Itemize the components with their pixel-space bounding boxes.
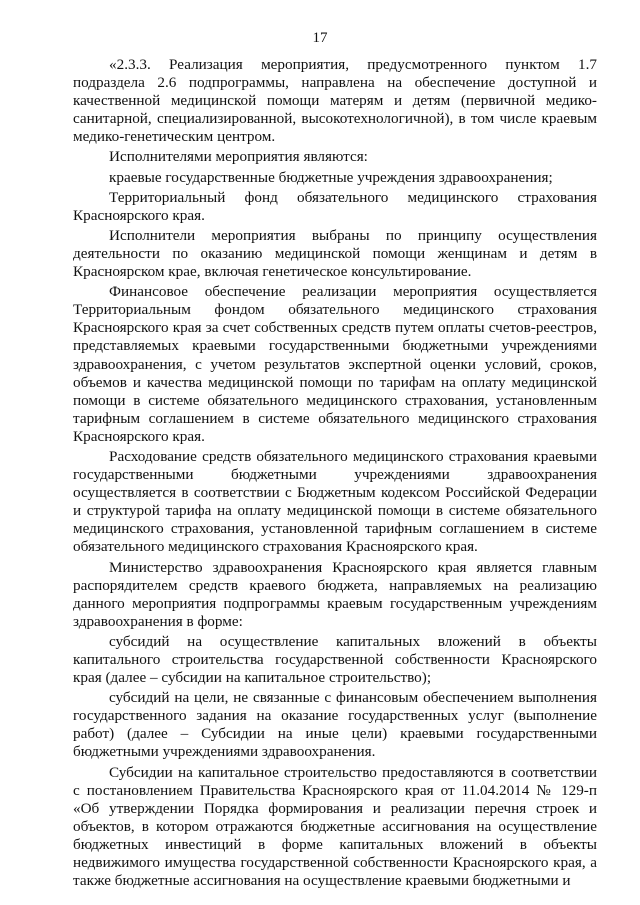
paragraph-other-subsidies: субсидий на цели, не связанные с финансовым обеспечением выполнения государственного задания на оказание государственных услуг (выполнение работ) (далее – Субсидии на иные цели) краевыми государственными бюджетными учреждениями здравоохранения.	[73, 689, 597, 761]
page-number: 17	[312, 30, 328, 46]
paragraph-executor-institutions: краевые государственные бюджетные учреждения здравоохранения;	[109, 168, 553, 186]
paragraph-executor-fund: Территориальный фонд обязательного медицинского страхования Красноярского края.	[73, 188, 597, 224]
paragraph-ministry: Министерство здравоохранения Красноярского края является главным распорядителем средств краевого бюджета, направляемых на реализацию данного мероприятия подпрограммы краевым государственным учреждениям здравоохранения в форме:	[73, 558, 597, 630]
paragraph-capital-provision: Субсидии на капитальное строительство предоставляются в соответствии с постановлением Правительства Красноярского края от 11.04.2014 № 129-п «Об утверждении Порядка формирования и реализации перечня строек и объектов, в котором отражаются бюджетные ассигнования на осуществление бюджетных инвестиций в форме капитальных вложений в объекты недвижимого имущества государственной собственности Красноярского края, а также бюджетные ассигнования на осуществление краевыми бюджетными и	[73, 763, 597, 890]
paragraph-section-2-3-3: «2.3.3. Реализация мероприятия, предусмотренного пунктом 1.7 подраздела 2.6 подпрограммы, направлена на обеспечение доступной и качественной медицинской помощи матерям и детям (первичной медико-санитарной, специализированной, высокотехнологичной), в том числе краевым медико-генетическим центром.	[73, 56, 597, 146]
document-body	[73, 56, 597, 892]
paragraph-executors-intro: Исполнителями мероприятия являются:	[109, 148, 368, 166]
paragraph-capital-subsidies: субсидий на осуществление капитальных вложений в объекты капитального строительства государственной собственности Красноярского края (далее – субсидии на капитальное строительство);	[73, 632, 597, 687]
paragraph-financing: Финансовое обеспечение реализации мероприятия осуществляется Территориальным фондом обязательного медицинского страхования Красноярского края за счет собственных средств путем оплаты счетов-реестров, представляемых краевыми государственными бюджетными учреждениями здравоохранения, с учетом результатов экспертной оценки условий, сроков, объемов и качества медицинской помощи по тарифам на оплату медицинской помощи в системе обязательного медицинского страхования, установленным тарифным соглашением в системе обязательного медицинского страхования Красноярского края.	[73, 283, 597, 445]
paragraph-spending: Расходование средств обязательного медицинского страхования краевыми государственными бюджетными учреждениями здравоохранения осуществляется в соответствии с Бюджетным кодексом Российской Федерации и структурой тарифа на оплату медицинской помощи в системе обязательного медицинского страхования, установленной тарифным соглашением в системе обязательного медицинского страхования Красноярского края.	[73, 447, 597, 556]
paragraph-executor-selection: Исполнители мероприятия выбраны по принципу осуществления деятельности по оказанию медицинской помощи женщинам и детям в Красноярском крае, включая генетическое консультирование.	[73, 226, 597, 281]
